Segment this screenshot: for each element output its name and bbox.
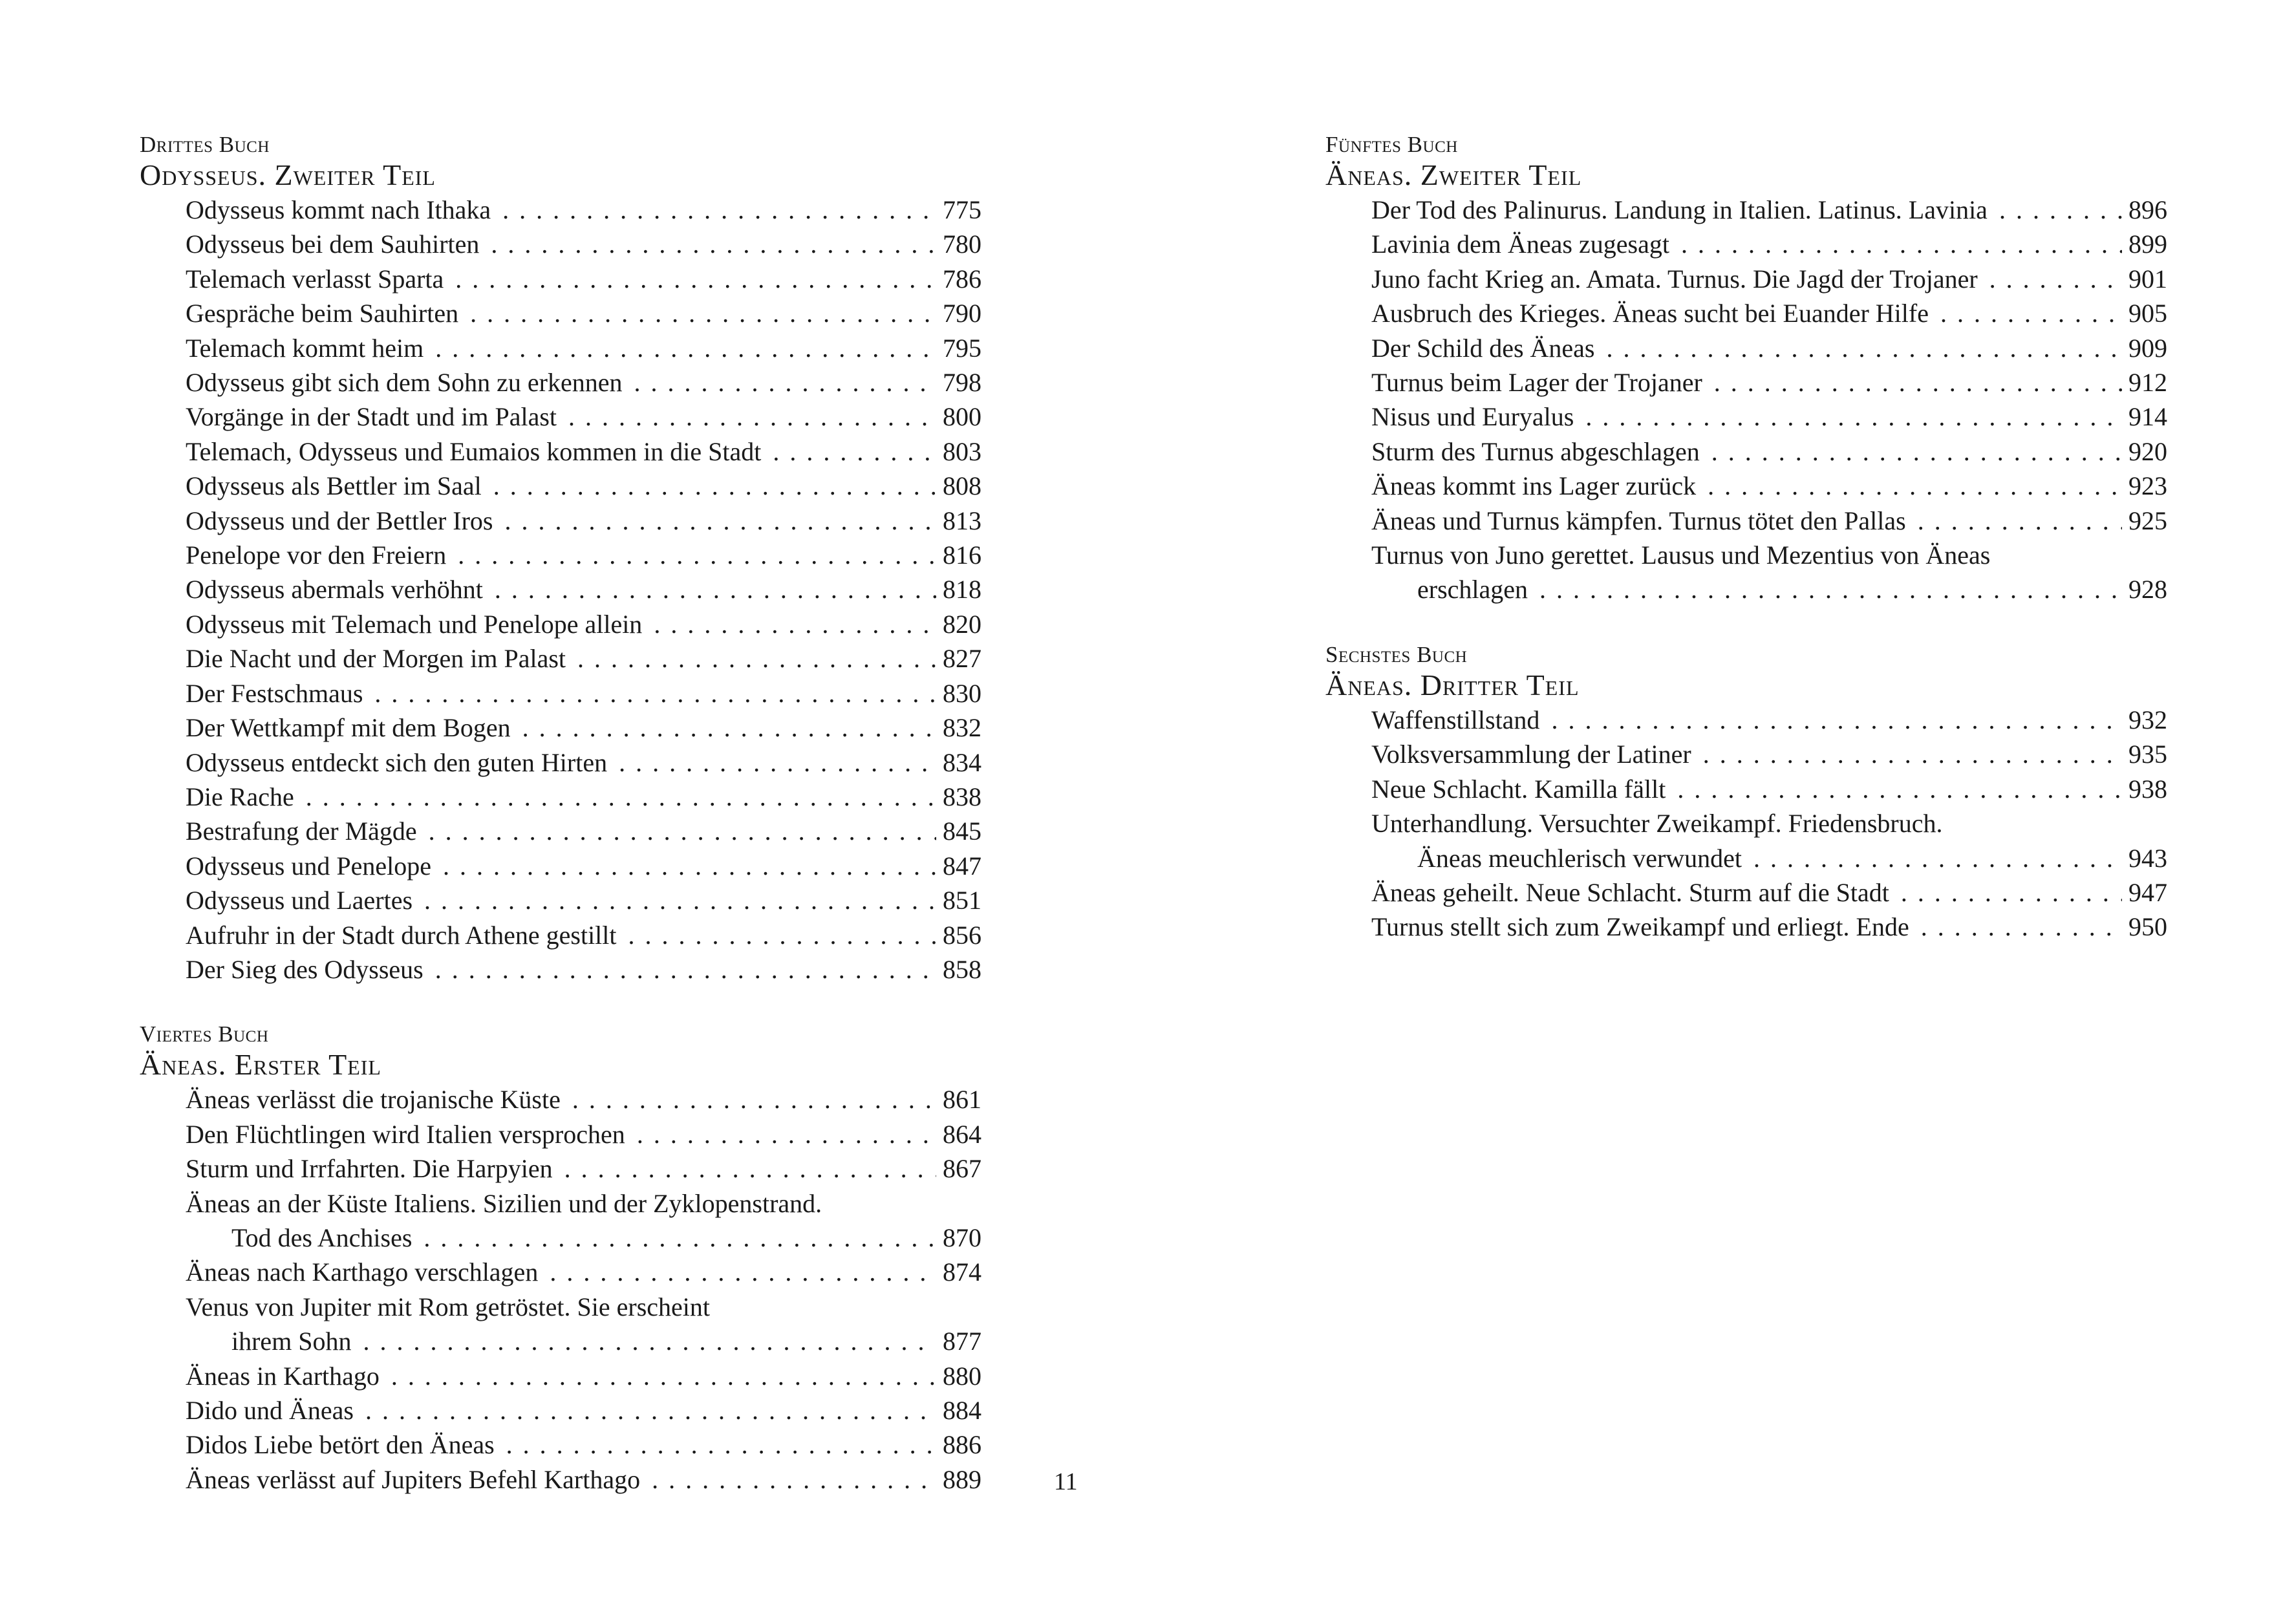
dot-leader bbox=[374, 676, 936, 710]
toc-entry-page-number: 870 bbox=[943, 1223, 981, 1252]
toc-entry-page-number: 834 bbox=[943, 747, 981, 777]
toc-entry[interactable] bbox=[186, 504, 981, 538]
toc-entry[interactable] bbox=[186, 745, 981, 780]
toc-entry[interactable] bbox=[1371, 737, 2167, 771]
dot-leader bbox=[502, 193, 936, 227]
toc-entry-title-line: Äneas an der Küste Italiens. Sizilien und der Zyklopenstrand. bbox=[186, 1188, 822, 1218]
toc-entry[interactable] bbox=[186, 400, 981, 434]
toc-entry-title-line: Venus von Jupiter mit Rom getröstet. Sie erscheint bbox=[186, 1292, 710, 1321]
toc-entry-title-line: Odysseus mit Telemach und Penelope allein bbox=[186, 609, 643, 639]
toc-entry-title-line: Der Tod des Palinurus. Landung in Italien. Latinus. Lavinia bbox=[1371, 195, 1988, 224]
toc-entry-title-line: Tod des Anchises bbox=[231, 1223, 413, 1252]
toc-entry[interactable] bbox=[186, 296, 981, 330]
toc-entry-title-line: Odysseus und Laertes bbox=[186, 886, 413, 915]
toc-entry-title-line: ihrem Sohn bbox=[231, 1327, 352, 1356]
toc-entry[interactable] bbox=[186, 710, 981, 745]
dot-leader bbox=[1711, 434, 2122, 469]
toc-entry-page-number: 925 bbox=[2128, 506, 2167, 535]
dot-leader bbox=[1901, 875, 2122, 910]
toc-entry-title-line: Der Sieg des Odysseus bbox=[186, 954, 423, 984]
dot-leader bbox=[1940, 296, 2122, 330]
toc-entry[interactable] bbox=[1371, 538, 2167, 607]
dot-leader bbox=[423, 1221, 936, 1255]
toc-entry-title-line: Odysseus kommt nach Ithaka bbox=[186, 195, 491, 224]
dot-leader bbox=[1921, 910, 2122, 944]
toc-entry[interactable] bbox=[186, 469, 981, 503]
toc-entry[interactable] bbox=[186, 434, 981, 469]
toc-entry[interactable] bbox=[186, 952, 981, 987]
toc-entry-page-number: 827 bbox=[943, 644, 981, 674]
book-label: Viertes Buch bbox=[140, 1021, 269, 1047]
toc-entry[interactable] bbox=[186, 572, 981, 606]
dot-leader bbox=[1539, 572, 2122, 606]
dot-leader bbox=[773, 434, 936, 469]
toc-entry[interactable] bbox=[1371, 365, 2167, 400]
toc-entry[interactable] bbox=[186, 262, 981, 296]
toc-entry-title-line: Ausbruch des Krieges. Äneas sucht bei Euander Hilfe bbox=[1371, 299, 1929, 328]
toc-entry-page-number: 909 bbox=[2128, 333, 2167, 363]
toc-entry-title-line: Unterhandlung. Versuchter Zweikampf. Friedensbruch. bbox=[1371, 809, 1943, 839]
dot-leader bbox=[634, 365, 936, 400]
toc-entry-page-number: 928 bbox=[2128, 575, 2167, 604]
toc-entry[interactable] bbox=[186, 365, 981, 400]
toc-entry[interactable] bbox=[186, 1151, 981, 1186]
toc-entry-title-line: Sturm des Turnus abgeschlagen bbox=[1371, 436, 1700, 466]
dot-leader bbox=[1585, 400, 2122, 434]
dot-leader bbox=[637, 1117, 936, 1151]
toc-entry[interactable] bbox=[1371, 469, 2167, 503]
toc-entry-title-line: Äneas und Turnus kämpfen. Turnus tötet den Pallas bbox=[1371, 506, 1906, 535]
toc-entry-title-line: Odysseus bei dem Sauhirten bbox=[186, 230, 480, 259]
toc-entry-page-number: 818 bbox=[943, 575, 981, 604]
toc-entry-page-number: 790 bbox=[943, 299, 981, 328]
toc-entry[interactable] bbox=[1371, 703, 2167, 737]
dot-leader bbox=[652, 1462, 936, 1497]
toc-entry-page-number: 943 bbox=[2128, 843, 2167, 873]
toc-entry-page-number: 867 bbox=[943, 1154, 981, 1184]
toc-entry-page-number: 795 bbox=[943, 333, 981, 363]
toc-entry[interactable] bbox=[1371, 806, 2167, 875]
toc-entry-page-number: 847 bbox=[943, 851, 981, 881]
toc-entry[interactable] bbox=[1371, 875, 2167, 910]
toc-entry[interactable] bbox=[186, 331, 981, 365]
toc-entry[interactable] bbox=[1371, 910, 2167, 944]
dot-leader bbox=[365, 1393, 936, 1427]
toc-entry-title-line: Äneas in Karthago bbox=[186, 1361, 380, 1391]
dot-leader bbox=[435, 952, 936, 987]
toc-entry-title-line: Sturm und Irrfahrten. Die Harpyien bbox=[186, 1154, 553, 1184]
toc-entry-title-line: Aufruhr in der Stadt durch Athene gestillt bbox=[186, 920, 617, 950]
toc-entry-title-line: Turnus von Juno gerettet. Lausus und Mezentius von Äneas bbox=[1371, 540, 1991, 570]
dot-leader bbox=[504, 504, 936, 538]
toc-entry-page-number: 899 bbox=[2128, 230, 2167, 259]
dot-leader bbox=[619, 745, 936, 780]
toc-entry-title-line: Äneas kommt ins Lager zurück bbox=[1371, 471, 1697, 501]
toc-entry-title-line: Odysseus als Bettler im Saal bbox=[186, 471, 482, 501]
toc-entry-title-line: Telemach verlasst Sparta bbox=[186, 264, 444, 294]
section-title: Odysseus. Zweiter Teil bbox=[140, 158, 436, 191]
dot-leader bbox=[506, 1427, 936, 1462]
dot-leader bbox=[435, 331, 936, 365]
toc-entry[interactable] bbox=[186, 1186, 981, 1255]
toc-entry[interactable] bbox=[1371, 772, 2167, 806]
toc-entry-title-line: Volksversammlung der Latiner bbox=[1371, 740, 1691, 769]
toc-entry-page-number: 901 bbox=[2128, 264, 2167, 294]
toc-entry-title-line: Äneas nach Karthago verschlagen bbox=[186, 1257, 539, 1287]
toc-entry-title-line: Telemach kommt heim bbox=[186, 333, 424, 363]
toc-entry-title-line: Gespräche beim Sauhirten bbox=[186, 299, 459, 328]
toc-entry-title-line: Äneas geheilt. Neue Schlacht. Sturm auf die Stadt bbox=[1371, 877, 1889, 907]
left-page bbox=[0, 0, 1141, 1624]
toc-entry-page-number: 861 bbox=[943, 1085, 981, 1115]
toc-entry-page-number: 798 bbox=[943, 368, 981, 398]
dot-leader bbox=[443, 849, 936, 883]
section-title: Äneas. Erster Teil bbox=[140, 1048, 381, 1082]
toc-entry-page-number: 947 bbox=[2128, 877, 2167, 907]
toc-entry-page-number: 851 bbox=[943, 886, 981, 915]
toc-entry[interactable] bbox=[186, 918, 981, 952]
toc-entry-page-number: 896 bbox=[2128, 195, 2167, 224]
dot-leader bbox=[1708, 469, 2122, 503]
toc-entry[interactable] bbox=[186, 227, 981, 261]
toc-entry-page-number: 820 bbox=[943, 609, 981, 639]
toc-entry-page-number: 912 bbox=[2128, 368, 2167, 398]
toc-entry[interactable] bbox=[1371, 193, 2167, 227]
toc-entry[interactable] bbox=[186, 1462, 981, 1497]
dot-leader bbox=[1918, 504, 2122, 538]
toc-entry-page-number: 914 bbox=[2128, 402, 2167, 432]
toc-entry-title-line: Bestrafung der Mägde bbox=[186, 817, 417, 846]
dot-leader bbox=[568, 400, 936, 434]
toc-entry[interactable] bbox=[186, 538, 981, 572]
toc-entry-page-number: 845 bbox=[943, 817, 981, 846]
toc-entry-page-number: 803 bbox=[943, 436, 981, 466]
toc-entry-page-number: 889 bbox=[943, 1464, 981, 1494]
right-toc-column bbox=[1325, 132, 2167, 945]
toc-entry[interactable] bbox=[186, 1359, 981, 1393]
dot-leader bbox=[455, 262, 936, 296]
toc-section bbox=[1325, 642, 2167, 945]
dot-leader bbox=[424, 883, 936, 917]
toc-entry-title-line: erschlagen bbox=[1417, 575, 1528, 604]
toc-entry-title-line: Didos Liebe betört den Äneas bbox=[186, 1430, 495, 1460]
dot-leader bbox=[1681, 227, 2122, 261]
dot-leader bbox=[495, 572, 936, 606]
toc-entry[interactable] bbox=[1371, 331, 2167, 365]
toc-entry-page-number: 775 bbox=[943, 195, 981, 224]
toc-entry-title-line: Odysseus entdeckt sich den guten Hirten bbox=[186, 747, 608, 777]
book-label: Drittes Buch bbox=[140, 132, 270, 157]
toc-entry-title-line: Der Schild des Äneas bbox=[1371, 333, 1595, 363]
toc-entry-page-number: 880 bbox=[943, 1361, 981, 1391]
toc-entry-title-line: Der Wettkampf mit dem Bogen bbox=[186, 713, 511, 743]
toc-entry[interactable] bbox=[1371, 504, 2167, 538]
toc-entry[interactable] bbox=[1371, 400, 2167, 434]
toc-entry-page-number: 938 bbox=[2128, 774, 2167, 804]
toc-entry-page-number: 923 bbox=[2128, 471, 2167, 501]
toc-entry-title-line: Juno facht Krieg an. Amata. Turnus. Die Jagd der Trojaner bbox=[1371, 264, 1978, 294]
toc-entry-page-number: 808 bbox=[943, 471, 981, 501]
toc-entry-title-line: Odysseus gibt sich dem Sohn zu erkennen bbox=[186, 368, 623, 398]
dot-leader bbox=[550, 1255, 936, 1289]
toc-entry[interactable] bbox=[186, 1255, 981, 1289]
toc-entry-page-number: 780 bbox=[943, 230, 981, 259]
toc-entry-title-line: Telemach, Odysseus und Eumaios kommen in die Stadt bbox=[186, 436, 762, 466]
dot-leader bbox=[564, 1151, 936, 1186]
dot-leader bbox=[1999, 193, 2122, 227]
toc-entry-title-line: Waffenstillstand bbox=[1371, 705, 1540, 734]
dot-leader bbox=[1703, 737, 2122, 771]
dot-leader bbox=[470, 296, 936, 330]
toc-entry[interactable] bbox=[186, 193, 981, 227]
toc-entry-page-number: 832 bbox=[943, 713, 981, 743]
toc-entry-page-number: 884 bbox=[943, 1396, 981, 1425]
dot-leader bbox=[1753, 841, 2122, 875]
toc-entry-title-line: Turnus beim Lager der Trojaner bbox=[1371, 368, 1702, 398]
section-title: Äneas. Dritter Teil bbox=[1325, 668, 1580, 701]
toc-entry-title-line: Äneas verlässt die trojanische Küste bbox=[186, 1085, 561, 1115]
book-label: Fünftes Buch bbox=[1325, 132, 1458, 157]
dot-leader bbox=[1714, 365, 2122, 400]
toc-entry-title-line: Turnus stellt sich zum Zweikampf und erliegt. Ende bbox=[1371, 912, 1909, 942]
toc-entry[interactable] bbox=[1371, 227, 2167, 261]
left-toc-column bbox=[140, 132, 981, 1497]
toc-entry-title-line: Äneas verlässt auf Jupiters Befehl Karthago bbox=[186, 1464, 641, 1494]
toc-entry-title-line: Die Rache bbox=[186, 782, 294, 811]
toc-entry-title-line: Odysseus und der Bettler Iros bbox=[186, 506, 493, 535]
dot-leader bbox=[306, 780, 936, 814]
toc-entry[interactable] bbox=[1371, 296, 2167, 330]
dot-leader bbox=[522, 710, 936, 745]
toc-entry-page-number: 935 bbox=[2128, 740, 2167, 769]
toc-entry[interactable] bbox=[186, 676, 981, 710]
toc-entry-page-number: 813 bbox=[943, 506, 981, 535]
toc-entry[interactable] bbox=[186, 1290, 981, 1359]
toc-entry-page-number: 920 bbox=[2128, 436, 2167, 466]
dot-leader bbox=[363, 1324, 936, 1358]
toc-entry-page-number: 905 bbox=[2128, 299, 2167, 328]
toc-entry-page-number: 886 bbox=[943, 1430, 981, 1460]
toc-entry-page-number: 838 bbox=[943, 782, 981, 811]
toc-entry-title-line: Die Nacht und der Morgen im Palast bbox=[186, 644, 566, 674]
dot-leader bbox=[458, 538, 936, 572]
toc-entry[interactable] bbox=[186, 607, 981, 641]
toc-entry-page-number: 816 bbox=[943, 540, 981, 570]
toc-entry-title-line: Nisus und Euryalus bbox=[1371, 402, 1574, 432]
dot-leader bbox=[1551, 703, 2122, 737]
dot-leader bbox=[572, 1082, 936, 1116]
toc-entry[interactable] bbox=[186, 1393, 981, 1427]
toc-entry-page-number: 932 bbox=[2128, 705, 2167, 734]
toc-entry-title-line: Neue Schlacht. Kamilla fällt bbox=[1371, 774, 1666, 804]
toc-entry-title-line: Odysseus und Penelope bbox=[186, 851, 431, 881]
section-title: Äneas. Zweiter Teil bbox=[1325, 158, 1582, 191]
dot-leader bbox=[491, 227, 936, 261]
toc-entry-page-number: 874 bbox=[943, 1257, 981, 1287]
toc-entry[interactable] bbox=[186, 849, 981, 883]
toc-entry[interactable] bbox=[186, 1117, 981, 1151]
toc-entry-page-number: 800 bbox=[943, 402, 981, 432]
toc-entry[interactable] bbox=[186, 883, 981, 917]
toc-entry[interactable] bbox=[186, 1082, 981, 1116]
book-label: Sechstes Buch bbox=[1325, 641, 1468, 667]
toc-entry-title-line: Lavinia dem Äneas zugesagt bbox=[1371, 230, 1669, 259]
dot-leader bbox=[391, 1359, 936, 1393]
toc-section bbox=[1325, 132, 2167, 607]
toc-section bbox=[140, 132, 981, 987]
dot-leader bbox=[493, 469, 936, 503]
toc-entry-title-line: Penelope vor den Freiern bbox=[186, 540, 447, 570]
toc-entry[interactable] bbox=[186, 1427, 981, 1462]
toc-entry[interactable] bbox=[186, 780, 981, 814]
dot-leader bbox=[1989, 262, 2122, 296]
toc-entry-title-line: Vorgänge in der Stadt und im Palast bbox=[186, 402, 557, 432]
toc-entry-page-number: 877 bbox=[943, 1327, 981, 1356]
toc-entry-page-number: 858 bbox=[943, 954, 981, 984]
dot-leader bbox=[654, 607, 936, 641]
toc-section bbox=[140, 1021, 981, 1497]
right-page bbox=[1141, 0, 2283, 1624]
toc-entry[interactable] bbox=[1371, 262, 2167, 296]
page-number-left: 11 bbox=[1054, 1468, 1078, 1495]
dot-leader bbox=[577, 641, 936, 676]
dot-leader bbox=[429, 814, 936, 848]
toc-entry-title-line: Äneas meuchlerisch verwundet bbox=[1417, 843, 1742, 873]
toc-entry[interactable] bbox=[186, 641, 981, 676]
toc-entry-page-number: 950 bbox=[2128, 912, 2167, 942]
toc-entry[interactable] bbox=[186, 814, 981, 848]
dot-leader bbox=[1606, 331, 2122, 365]
toc-entry-title-line: Der Festschmaus bbox=[186, 678, 363, 708]
toc-entry-page-number: 830 bbox=[943, 678, 981, 708]
dot-leader bbox=[628, 918, 936, 952]
toc-entry-title-line: Den Flüchtlingen wird Italien versprochen bbox=[186, 1119, 625, 1149]
toc-entry-title-line: Odysseus abermals verhöhnt bbox=[186, 575, 483, 604]
toc-entry-page-number: 856 bbox=[943, 920, 981, 950]
dot-leader bbox=[1677, 772, 2122, 806]
toc-entry[interactable] bbox=[1371, 434, 2167, 469]
toc-entry-page-number: 786 bbox=[943, 264, 981, 294]
toc-entry-page-number: 864 bbox=[943, 1119, 981, 1149]
toc-entry-title-line: Dido und Äneas bbox=[186, 1396, 354, 1425]
